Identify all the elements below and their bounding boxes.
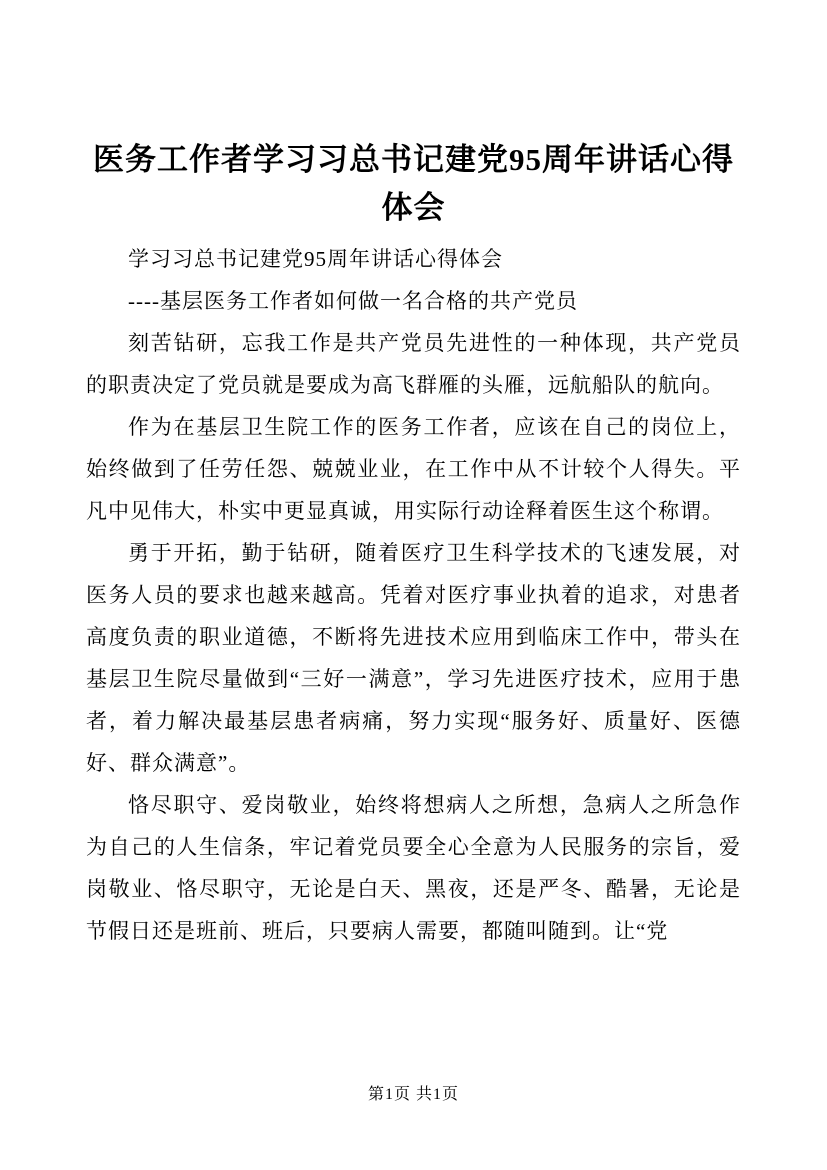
document-title: 医务工作者学习习总书记建党95周年讲话心得体会 (93, 142, 734, 226)
page-footer (0, 1081, 827, 1104)
document-content (86, 136, 741, 952)
page-number: 第1页 共1页 (367, 1086, 459, 1103)
paragraph: 勇于开拓，勤于钻研，随着医疗卫生科学技术的飞速发展，对医务人员的要求也越来越高。凭着对医疗事业执着的追求，对患者高度负责的职业道德，不断将先进技术应用到临床工作中，带头在基层卫生院尽量做到“三好一满意”，学习先进医疗技术，应用于患者，着力解决最基层患者病痛，努力实现“服务好、质量好、医德好、群众满意”。 (86, 541, 741, 776)
paragraph-subheading: ----基层医务工作者如何做一名合格的共产党员 (128, 289, 578, 314)
paragraph: 作为在基层卫生院工作的医务工作者，应该在自己的岗位上，始终做到了任劳任怨、兢兢业业，在工作中从不计较个人得失。平凡中见伟大，朴实中更显真诚，用实际行动诠释着医生这个称谓。 (86, 415, 741, 524)
paragraph: 恪尽职守、爱岗敬业，始终将想病人之所想，急病人之所急作为自己的人生信条，牢记着党员要全心全意为人民服务的宗旨，爱岗敬业、恪尽职守，无论是白天、黑夜，还是严冬、酷暑，无论是节假日还是班前、班后，只要病人需要，都随叫随到。让“党 (86, 793, 741, 944)
paragraph: 刻苦钻研，忘我工作是共产党员先进性的一种体现，共产党员的职责决定了党员就是要成为高飞群雁的头雁，远航船队的航向。 (86, 331, 741, 398)
paragraph-subtitle: 学习习总书记建党95周年讲话心得体会 (128, 247, 503, 272)
